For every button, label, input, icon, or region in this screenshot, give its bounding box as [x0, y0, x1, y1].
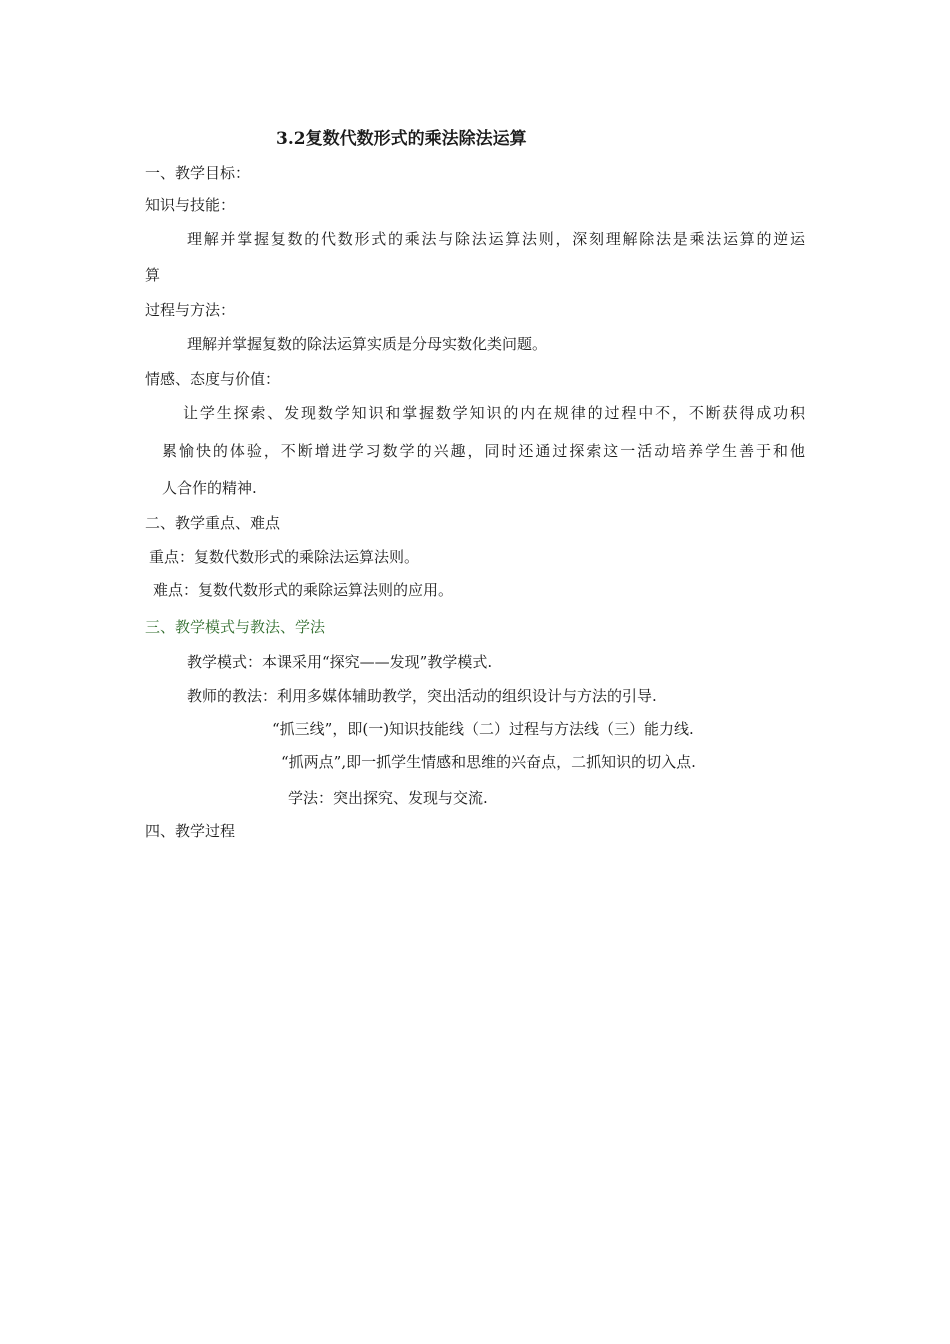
teacher-method-text: 教师的教法：利用多媒体辅助教学，突出活动的组织设计与方法的引导.: [187, 687, 657, 705]
process-label: 过程与方法：: [145, 301, 236, 319]
difficult-point: 难点：复数代数形式的乘除运算法则的应用。: [153, 581, 454, 599]
key-point: 重点：复数代数形式的乘除法运算法则。: [149, 548, 420, 566]
emotion-text-line-3: 人合作的精神.: [162, 479, 257, 497]
emotion-text-line-1: 让学生探索、发现数学知识和掌握数学知识的内在规律的过程中不，不断获得成功积: [183, 404, 805, 422]
knowledge-text-line-1: 理解并掌握复数的代数形式的乘法与除法运算法则，深刻理解除法是乘法运算的逆运: [187, 230, 805, 248]
three-lines-text: “抓三线”，即(一)知识技能线（二）过程与方法线（三）能力线.: [272, 720, 694, 738]
section-1-heading: 一、教学目标：: [145, 164, 251, 182]
study-method-text: 学法：突出探究、发现与交流.: [288, 789, 488, 807]
section-2-heading: 二、教学重点、难点: [145, 514, 281, 532]
process-text: 理解并掌握复数的除法运算实质是分母实数化类问题。: [187, 335, 548, 353]
two-points-text: “抓两点”,即一抓学生情感和思维的兴奋点，二抓知识的切入点.: [281, 753, 696, 771]
knowledge-text-line-2: 算: [145, 266, 161, 284]
section-4-heading: 四、教学过程: [145, 822, 236, 840]
knowledge-label: 知识与技能：: [145, 196, 236, 214]
emotion-label: 情感、态度与价值：: [145, 370, 281, 388]
document-title: 3.2复数代数形式的乘法除法运算: [276, 129, 527, 149]
emotion-text-line-2: 累愉快的体验，不断增进学习数学的兴趣，同时还通过探索这一活动培养学生善于和他: [162, 442, 805, 460]
section-3-heading: 三、教学模式与教法、学法: [145, 618, 326, 636]
teaching-mode-text: 教学模式：本课采用“探究——发现”教学模式.: [187, 653, 493, 671]
